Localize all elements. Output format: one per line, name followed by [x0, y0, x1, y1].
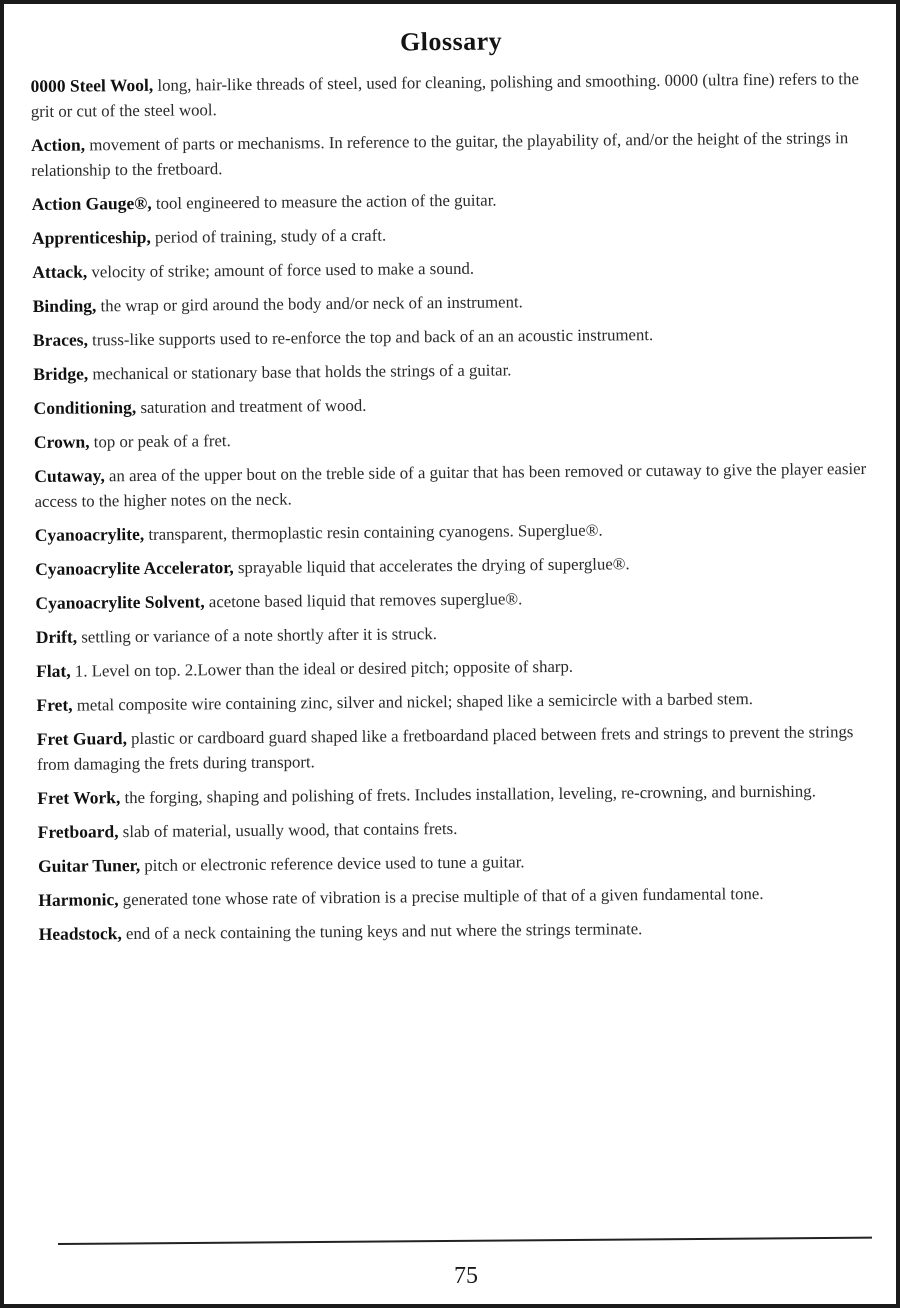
glossary-entry-cyanoacrylite: [35, 515, 877, 548]
glossary-entry-cyanoacrylite-solvent: [35, 583, 877, 616]
glossary-entry-fret-guard: [37, 719, 879, 777]
glossary-definition: the wrap or gird around the body and/or neck of an instrument.: [100, 292, 523, 316]
glossary-entry-drift: [36, 617, 878, 650]
glossary-definition: generated tone whose rate of vibration is a precise multiple of that of a given fundamental tone.: [122, 883, 764, 910]
glossary-term: Harmonic,: [38, 889, 119, 910]
glossary-term: 0000 Steel Wool,: [30, 74, 154, 96]
glossary-term: Bridge,: [33, 363, 89, 384]
glossary-definition: sprayable liquid that accelerates the drying of superglue®.: [237, 554, 630, 578]
glossary-entry-attack: [32, 252, 874, 285]
glossary-definition: settling or variance of a note shortly after it is struck.: [81, 624, 437, 647]
glossary-term: Headstock,: [38, 923, 122, 944]
glossary-definition: end of a neck containing the tuning keys and nut where the strings terminate.: [125, 919, 643, 944]
glossary-entry-flat: [36, 651, 878, 684]
glossary-entry-fret-work: [37, 778, 879, 811]
glossary-term: Action Gauge®,: [31, 192, 152, 214]
glossary-definition: velocity of strike; amount of force used to make a sound.: [91, 258, 475, 282]
glossary-term: Fret Guard,: [36, 728, 127, 749]
footer-divider: [58, 1237, 872, 1245]
glossary-definition: an area of the upper bout on the treble side of a guitar that has been removed or cutaway to give the player easier access to the higher notes on the neck.: [34, 458, 867, 511]
glossary-term: Attack,: [32, 261, 88, 282]
glossary-term: Drift,: [35, 626, 78, 647]
glossary-content: [30, 22, 881, 956]
glossary-definition: movement of parts or mechanisms. In reference to the guitar, the playability of, and/or the height of the strings in relationship to the fretboard.: [31, 128, 849, 180]
glossary-entry-conditioning: [34, 388, 876, 421]
glossary-term: Cutaway,: [34, 465, 105, 486]
glossary-entry-action-gauge: [32, 184, 874, 217]
glossary-term: Guitar Tuner,: [37, 854, 141, 876]
glossary-entry-0000-steel-wool: [30, 66, 872, 124]
glossary-definition: saturation and treatment of wood.: [140, 395, 367, 417]
glossary-entry-fret: [36, 685, 878, 718]
glossary-term: Binding,: [32, 295, 97, 316]
glossary-entry-cyanoacrylite-accelerator: [35, 549, 877, 582]
page-number: 75: [454, 1263, 478, 1289]
glossary-definition: period of training, study of a craft.: [154, 225, 387, 247]
glossary-entry-bridge: [33, 354, 875, 387]
glossary-term: Flat,: [36, 660, 71, 681]
glossary-entry-guitar-tuner: [38, 846, 880, 879]
glossary-entry-braces: [33, 320, 875, 353]
glossary-definition: plastic or cardboard guard shaped like a fretboardand placed between frets and strings to prevent the strings from damaging the frets during transport.: [36, 722, 854, 774]
glossary-term: Fretboard,: [37, 821, 119, 842]
glossary-definition: transparent, thermoplastic resin containing cyanogens. Superglue®.: [148, 520, 603, 544]
glossary-term: Fret Work,: [37, 787, 121, 808]
glossary-term: Cyanoacrylite,: [34, 523, 145, 545]
glossary-definition: the forging, shaping and polishing of frets. Includes installation, leveling, re-crowning, and burnishing.: [124, 781, 816, 808]
glossary-entry-headstock: [39, 914, 881, 947]
glossary-term: Braces,: [32, 329, 88, 350]
glossary-definition: truss-like supports used to re-enforce the top and back of an an acoustic instrument.: [92, 325, 654, 350]
glossary-list: [30, 66, 880, 947]
glossary-definition: long, hair-like threads of steel, used for cleaning, polishing and smoothing. 0000 (ultra fine) refers to the grit or cut of the steel wool.: [30, 69, 859, 121]
glossary-term: Fret,: [36, 694, 73, 715]
glossary-definition: tool engineered to measure the action of the guitar.: [155, 190, 497, 213]
glossary-definition: pitch or electronic reference device used to tune a guitar.: [144, 852, 525, 875]
glossary-definition: mechanical or stationary base that holds the strings of a guitar.: [92, 360, 512, 384]
page-title: Glossary: [399, 26, 503, 57]
glossary-term: Action,: [31, 134, 86, 155]
glossary-definition: 1. Level on top. 2.Lower than the ideal or desired pitch; opposite of sharp.: [74, 656, 574, 681]
glossary-term: Apprenticeship,: [31, 226, 151, 248]
glossary-definition: slab of material, usually wood, that contains frets.: [122, 818, 458, 842]
glossary-entry-crown: [34, 422, 876, 455]
glossary-entry-fretboard: [38, 812, 880, 845]
glossary-term: Crown,: [33, 431, 90, 452]
glossary-term: Conditioning,: [33, 396, 137, 418]
glossary-term: Cyanoacrylite Accelerator,: [35, 557, 234, 579]
glossary-entry-cutaway: [34, 456, 876, 514]
glossary-entry-binding: [33, 286, 875, 319]
glossary-definition: acetone based liquid that removes superglue®.: [208, 589, 523, 612]
glossary-definition: top or peak of a fret.: [93, 431, 231, 452]
glossary-entry-harmonic: [38, 880, 880, 913]
glossary-entry-apprenticeship: [32, 218, 874, 251]
glossary-term: Cyanoacrylite Solvent,: [35, 591, 205, 613]
glossary-entry-action: [31, 125, 873, 183]
glossary-definition: metal composite wire containing zinc, silver and nickel; shaped like a semicircle with a barbed stem.: [76, 689, 754, 715]
